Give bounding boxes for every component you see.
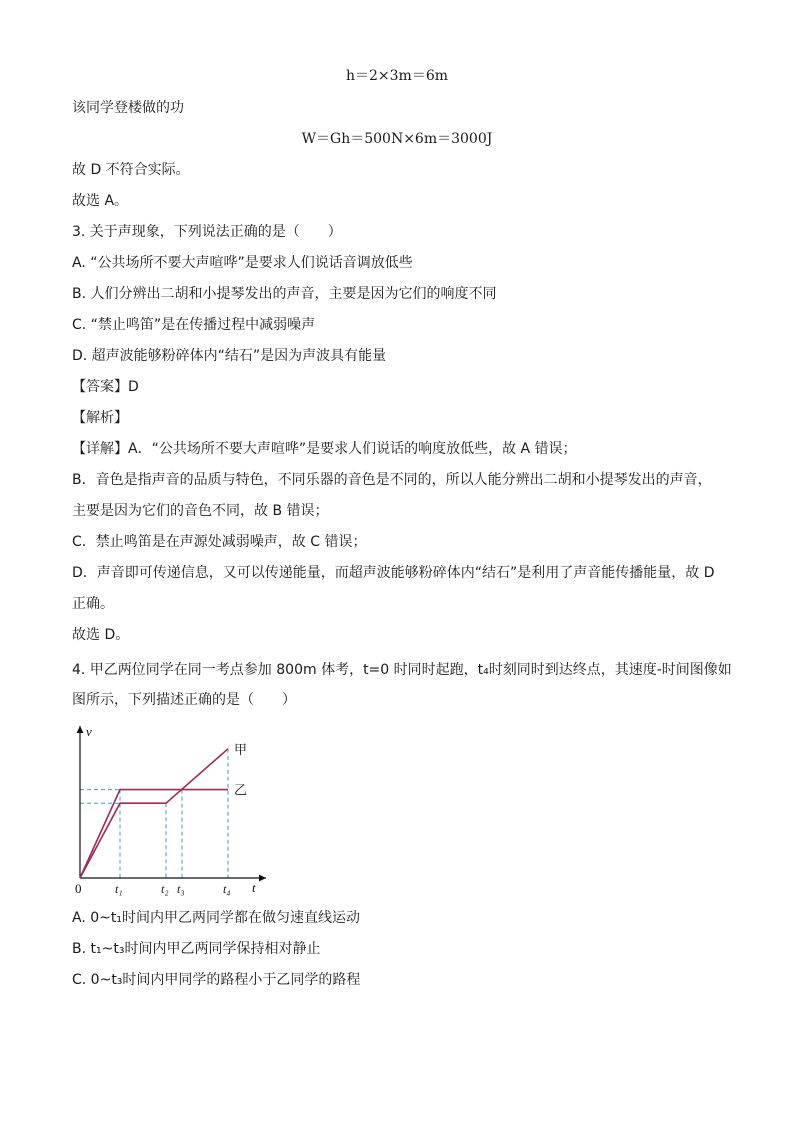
x-tick-2: t₂ xyxy=(161,882,169,896)
option-b-q4: B. t₁~t₃时间内甲乙两同学保持相对静止 xyxy=(72,941,321,957)
option-c: C. “禁止鸣笛”是在传播过程中减弱噪声 xyxy=(72,317,316,333)
origin-label: 0 xyxy=(75,881,82,896)
x-tick-labels xyxy=(115,882,231,896)
series-label-jia: 甲 xyxy=(234,741,248,757)
detail-line: C．禁止鸣笛是在声源处减弱噪声，故 C 错误； xyxy=(72,534,367,550)
question-3: 3. 关于声现象，下列说法正确的是（ ） xyxy=(72,224,342,240)
text-line: 故选 A。 xyxy=(72,193,129,209)
option-b: B. 人们分辨出二胡和小提琴发出的声音，主要是因为它们的响度不同 xyxy=(72,286,497,302)
question-4: 4. 甲乙两位同学在同一考点参加 800m 体考，t=0 时同时起跑，t₄时刻同时到达终点，其速度-时间图像如 xyxy=(72,662,732,678)
detail-line: 正确。 xyxy=(72,596,114,612)
detail-line: D．声音即可传递信息，又可以传递能量，而超声波能够粉碎体内“结石”是利用了声音能传播能量，故 D xyxy=(72,565,715,581)
analysis-label: 【解析】 xyxy=(72,410,128,426)
series-lines xyxy=(80,742,247,878)
detail-line: 故选 D。 xyxy=(72,627,130,643)
y-axis-label: v xyxy=(86,724,92,739)
x-tick-1: t₁ xyxy=(115,882,123,896)
velocity-time-graph xyxy=(66,718,276,898)
option-c-q4: C. 0~t₃时间内甲同学的路程小于乙同学的路程 xyxy=(72,972,361,988)
option-a: A. “公共场所不要大声喧哗”是要求人们说话音调放低些 xyxy=(72,255,413,271)
x-tick-3: t₃ xyxy=(177,882,185,896)
detail-line: 【详解】A．“公共场所不要大声喧哗”是要求人们说话的响度放低些，故 A 错误； xyxy=(72,441,577,457)
x-axis-label: t xyxy=(252,880,256,895)
question-4-cont: 图所示，下列描述正确的是（ ） xyxy=(72,692,296,708)
text-line: 该同学登楼做的功 xyxy=(72,100,184,116)
option-a-q4: A. 0~t₁时间内甲乙两同学都在做匀速直线运动 xyxy=(72,910,360,926)
equation-height: h＝2×3m＝6m xyxy=(345,68,449,84)
series-label-yi: 乙 xyxy=(234,782,248,798)
text-line: 故 D 不符合实际。 xyxy=(72,162,190,178)
option-d: D. 超声波能够粉碎体内“结石”是因为声波具有能量 xyxy=(72,348,387,364)
series-jia xyxy=(80,749,228,878)
x-tick-4: t₄ xyxy=(223,882,231,896)
detail-line: B．音色是指声音的品质与特色，不同乐器的音色是不同的，所以人能分辨出二胡和小提琴发出的声音， xyxy=(72,472,712,488)
equation-work: W＝Gh＝500N×6m＝3000J xyxy=(301,131,493,147)
answer-label: 【答案】D xyxy=(72,379,139,395)
detail-line: 主要是因为它们的音色不同，故 B 错误； xyxy=(72,503,329,519)
